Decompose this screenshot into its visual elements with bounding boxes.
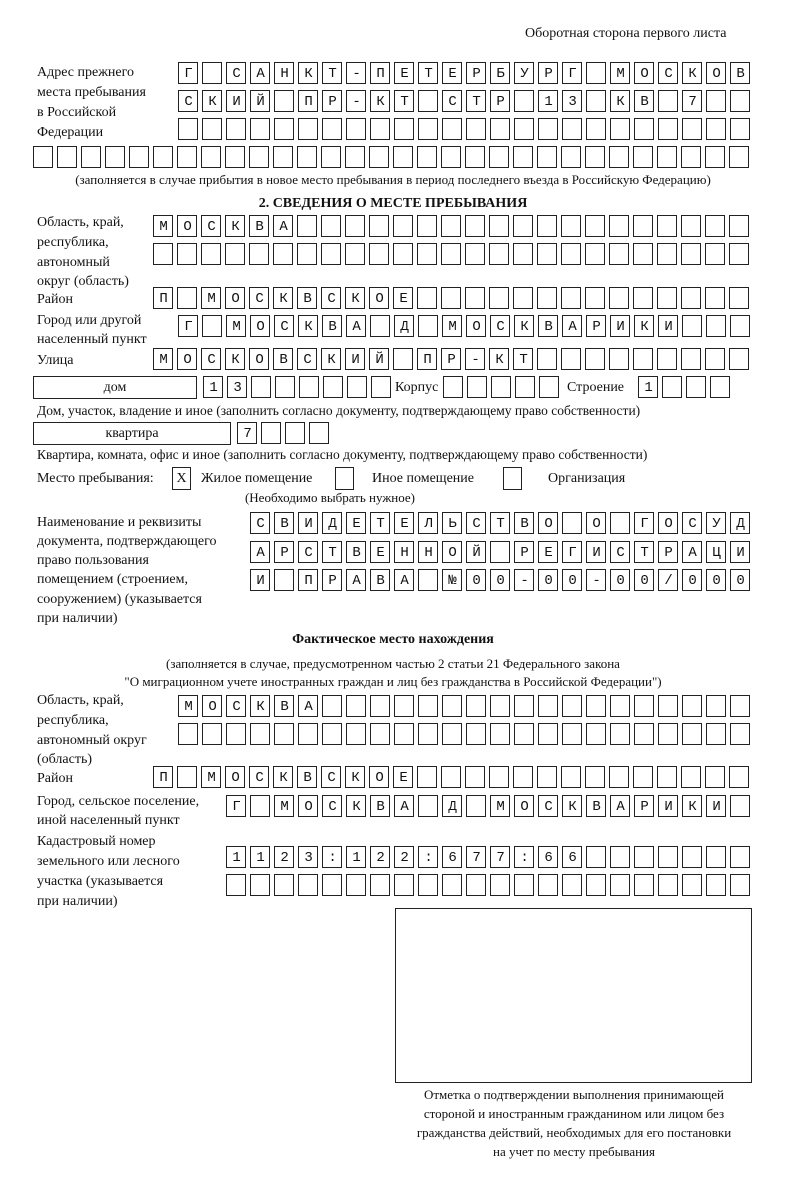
other-premises-label: Иное помещение xyxy=(372,471,474,486)
region-label-4: округ (область) xyxy=(37,274,129,289)
actual-location-note-2: "О миграционном учете иностранных граждан и лиц без гражданства в Российской Федерации") xyxy=(124,674,662,689)
apartment-row[interactable]: 7 xyxy=(243,426,268,442)
street-row[interactable]: МОСКОВСКИЙ ПР-КТ xyxy=(159,352,544,368)
organization-checkbox[interactable] xyxy=(503,467,522,490)
document-label-2: документа, подтверждающего xyxy=(37,534,217,549)
cadastral-row-1[interactable]: 1123:122:677:66 xyxy=(232,850,593,866)
cadastral-label-2: земельного или лесного xyxy=(37,854,180,869)
region-label-3: автономный xyxy=(37,255,110,270)
actual-city-label-2: иной населенный пункт xyxy=(37,813,180,828)
prev-address-note: (заполняется в случае прибытия в новое место пребывания в период последнего въезда в Российскую Федерацию) xyxy=(75,172,711,187)
actual-region-label-2: республика, xyxy=(37,713,109,728)
apartment-type-field[interactable]: квартира xyxy=(33,422,231,445)
prev-address-row-2[interactable]: СКИЙ ПР-КТ СТР 13 КВ 7 xyxy=(184,94,713,110)
confirmation-caption-1: Отметка о подтверждении выполнения принимающей xyxy=(423,1087,725,1102)
cadastral-row-2[interactable] xyxy=(226,874,754,898)
actual-district-row[interactable]: П МОСКВСКОЕ xyxy=(159,770,424,786)
actual-district-label: Район xyxy=(37,771,73,786)
confirmation-caption-4: на учет по месту пребывания xyxy=(493,1144,655,1159)
other-premises-checkbox[interactable] xyxy=(335,467,354,490)
document-label-4: помещением (строением, xyxy=(37,572,188,587)
document-row-2[interactable]: АРСТВЕННОЙ РЕГИСТРАЦИ xyxy=(256,545,761,561)
building-label: Строение xyxy=(567,380,625,395)
district-label: Район xyxy=(37,292,73,307)
document-row-3[interactable]: И ПРАВА №00-00-00/000 xyxy=(256,573,761,589)
confirmation-caption-2: стороной и иностранным гражданином или лицом без xyxy=(423,1106,725,1121)
section2-title: 2. СВЕДЕНИЯ О МЕСТЕ ПРЕБЫВАНИЯ xyxy=(258,196,528,211)
actual-region-label-4: (область) xyxy=(37,752,93,767)
document-label-3: право пользования xyxy=(37,553,149,568)
actual-region-row-1[interactable]: МОСКВА xyxy=(184,699,329,715)
residential-checkbox[interactable]: X xyxy=(172,467,191,490)
confirmation-caption-3: гражданства действий, необходимых для его постановки xyxy=(416,1125,732,1140)
korpus-label: Корпус xyxy=(395,380,439,395)
prev-address-row-1[interactable]: Г САНКТ-ПЕТЕРБУРГ МОСКОВ xyxy=(184,66,761,82)
house-caption: Дом, участок, владение и иное (заполнить согласно документу, подтверждающему право собственности) xyxy=(37,403,641,418)
document-label-5: сооружением) (указывается xyxy=(37,592,202,607)
region-row-1[interactable]: МОСКВА xyxy=(159,219,304,235)
actual-city-row[interactable]: Г МОСКВА Д МОСКВАРИКИ xyxy=(232,799,737,815)
region-label-1: Область, край, xyxy=(37,215,124,230)
actual-region-row-2[interactable] xyxy=(178,723,754,747)
confirmation-stamp-area xyxy=(395,908,752,1083)
prev-address-label-1: Адрес прежнего xyxy=(37,65,134,80)
city-row[interactable]: Г МОСКВА Д МОСКВАРИКИ xyxy=(184,319,689,335)
prev-address-label-2: места пребывания xyxy=(37,85,146,100)
region-label-2: республика, xyxy=(37,235,109,250)
prev-address-label-3: в Российской xyxy=(37,105,117,120)
house-number-row[interactable]: 13 xyxy=(209,380,258,396)
actual-region-label-3: автономный округ xyxy=(37,733,147,748)
korpus-row[interactable] xyxy=(443,376,563,400)
apartment-caption: Квартира, комната, офис и иное (заполнить согласно документу, подтверждающему право собственности) xyxy=(37,447,648,462)
cadastral-label-4: при наличии) xyxy=(37,894,118,909)
street-label: Улица xyxy=(37,353,74,368)
house-type-field[interactable]: дом xyxy=(33,376,197,399)
cadastral-label-1: Кадастровый номер xyxy=(37,834,156,849)
residential-label: Жилое помещение xyxy=(201,471,313,486)
district-row[interactable]: П МОСКВСКОЕ xyxy=(159,291,424,307)
actual-location-title: Фактическое место нахождения xyxy=(292,632,494,647)
document-label-6: при наличии) xyxy=(37,611,118,626)
actual-region-label-1: Область, край, xyxy=(37,693,124,708)
actual-city-label-1: Город, сельское поселение, xyxy=(37,794,200,809)
city-label-2: населенный пункт xyxy=(37,332,147,347)
document-label-1: Наименование и реквизиты xyxy=(37,515,202,530)
prev-address-label-4: Федерации xyxy=(37,125,104,140)
actual-location-note-1: (заполняется в случае, предусмотренном частью 2 статьи 21 Федерального закона xyxy=(166,656,620,671)
stay-hint: (Необходимо выбрать нужное) xyxy=(244,490,416,505)
city-label-1: Город или другой xyxy=(37,313,142,328)
building-row[interactable]: 1 xyxy=(644,380,669,396)
prev-address-row-3[interactable] xyxy=(178,118,754,142)
cadastral-label-3: участка (указывается xyxy=(37,874,164,889)
organization-label: Организация xyxy=(548,471,626,486)
region-row-2[interactable] xyxy=(153,243,753,267)
document-row-1[interactable]: СВИДЕТЕЛЬСТВО О ГОСУД xyxy=(256,516,761,532)
page-side-label: Оборотная сторона первого листа xyxy=(525,26,727,41)
prev-address-row-4[interactable] xyxy=(33,146,753,170)
stay-place-label: Место пребывания: xyxy=(37,471,154,486)
